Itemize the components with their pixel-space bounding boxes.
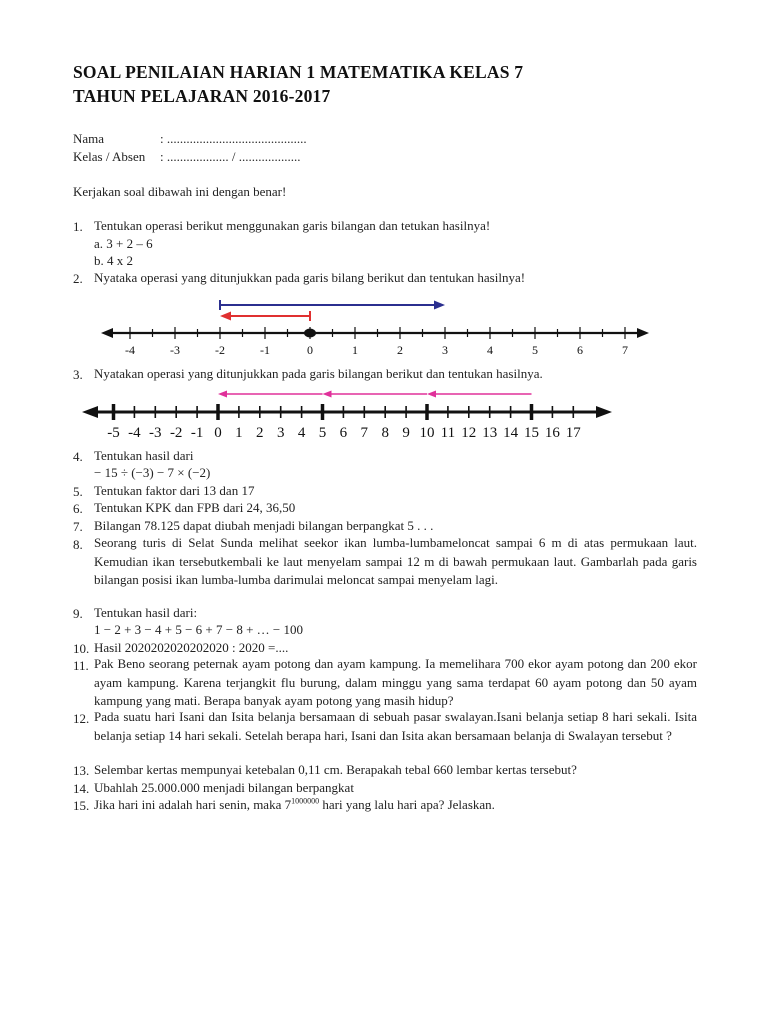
title-line-1: SOAL PENILAIAN HARIAN 1 MATEMATIKA KELAS 7 [73, 62, 524, 82]
question-text: Hasil 2020202020202020 : 2020 =.... [94, 640, 289, 655]
axis-arrow-left [101, 328, 113, 338]
tick-label: -5 [107, 425, 120, 441]
exponent: 1000000 [291, 796, 320, 806]
question-number: 4. [73, 449, 83, 464]
tick-label: 0 [214, 425, 222, 441]
question-number: 12. [73, 711, 90, 726]
tick-label: -1 [260, 343, 270, 357]
name-blank: : ........................................... [160, 131, 307, 146]
question-text-end: hari yang lalu hari apa? Jelaskan. [319, 797, 495, 812]
tick-label: 1 [235, 425, 243, 441]
question-sub-b: b. 4 x 2 [94, 253, 133, 268]
question-number: 10. [73, 641, 90, 656]
question-text: Bilangan 78.125 dapat diubah menjadi bilangan berpangkat 5 . . . [94, 518, 434, 533]
tick-label: 12 [461, 425, 477, 441]
question-text: Tentukan hasil dari [94, 448, 194, 463]
class-label: Kelas / Absen [73, 149, 146, 164]
question-text: Tentukan operasi berikut menggunakan garis bilangan dan tetukan hasilnya! [94, 218, 491, 233]
question-number: 3. [73, 367, 83, 382]
class-blank: : ................... / ................... [160, 149, 301, 164]
question-number: 1. [73, 219, 83, 234]
question-text: Tentukan hasil dari: [94, 605, 198, 620]
question-number: 7. [73, 519, 83, 534]
tick-label: 2 [256, 425, 264, 441]
question-expression: 1 − 2 + 3 − 4 + 5 − 6 + 7 − 8 + … − 100 [94, 622, 303, 637]
question-text: Nyatakan operasi yang ditunjukkan pada garis bilangan berikut dan tentukan hasilnya. [94, 366, 543, 381]
tick-label: 4 [487, 343, 493, 357]
question-text: Seorang turis di Selat Sunda melihat seekor ikan lumba-lumbameloncat sampai 6 m di atas permukaan laut. Kemudian ikan tersebutkembali ke laut menyelam sampai 12 m di bawah permukaan laut. Gambarlah pada garis bilangan posisi ikan lumba-lumba darimulai meloncat sampai menyelam lagi. [94, 535, 697, 588]
question-number: 15. [73, 798, 90, 813]
axis-arrow-left [82, 406, 98, 418]
tick-label: -4 [125, 343, 135, 357]
tick-label: 7 [360, 425, 369, 441]
instruction: Kerjakan soal dibawah ini dengan benar! [73, 184, 287, 199]
tick-label: 16 [544, 425, 560, 441]
question-number: 9. [73, 606, 83, 621]
arrow-head [220, 312, 231, 321]
question-number: 13. [73, 763, 90, 778]
name-label: Nama [73, 131, 105, 146]
question-expression: − 15 ÷ (−3) − 7 × (−2) [94, 465, 211, 480]
tick-label: 1 [352, 343, 358, 357]
tick-label: 0 [307, 343, 313, 357]
tick-label: 14 [503, 425, 519, 441]
tick-label: 5 [318, 425, 327, 441]
question-text: Nyataka operasi yang ditunjukkan pada garis bilang berikut dan tentukan hasilnya! [94, 270, 526, 285]
tick-label: 13 [482, 425, 498, 441]
axis-arrow-right [637, 328, 649, 338]
tick-label: -3 [170, 343, 180, 357]
question-number: 14. [73, 781, 90, 796]
tick-label: 3 [276, 425, 285, 441]
arrow-head [427, 391, 436, 398]
question-text [94, 796, 495, 815]
axis-arrow-right [596, 406, 612, 418]
origin-dot [304, 329, 316, 338]
tick-label: 4 [297, 425, 306, 441]
tick-label: -3 [149, 425, 162, 441]
question-number: 6. [73, 501, 83, 516]
arrow-head [434, 301, 445, 310]
tick-label: 5 [532, 343, 538, 357]
question-text-start: Jika hari ini adalah hari senin, maka 7 [94, 797, 292, 812]
question-text: Tentukan faktor dari 13 dan 17 [94, 483, 255, 498]
question-text: Ubahlah 25.000.000 menjadi bilangan berpangkat [94, 780, 354, 795]
tick-label: 11 [440, 425, 456, 441]
arrow-head [218, 391, 227, 398]
tick-label: 17 [565, 425, 581, 441]
tick-label: 7 [622, 343, 628, 357]
question-number: 11. [73, 658, 89, 673]
tick-label: 2 [397, 343, 403, 357]
tick-label: 3 [442, 343, 448, 357]
tick-label: -1 [190, 425, 204, 441]
tick-label: 8 [381, 425, 389, 441]
question-text: Tentukan KPK dan FPB dari 24, 36,50 [94, 500, 296, 515]
question-text: Selembar kertas mempunyai ketebalan 0,11 cm. Berapakah tebal 660 lembar kertas tersebut? [94, 762, 577, 777]
tick-label: -4 [128, 425, 141, 441]
tick-label: 6 [577, 343, 583, 357]
question-text: Pak Beno seorang peternak ayam potong dan ayam kampung. Ia memelihara 700 ekor ayam potong dan 200 ekor ayam kampung. Karena terjangkit flu burung, dalam minggu yang sama terdapat 60 ayam potong dan 50 ayam kampung yang mati. Berapa banyak ayam potong yang masih hidup? [94, 656, 697, 709]
tick-label: 10 [419, 425, 435, 441]
tick-label: -2 [169, 425, 183, 441]
number-line-1 [95, 290, 655, 365]
number-line-2 [78, 383, 618, 443]
tick-label: 6 [339, 425, 348, 441]
question-text: Pada suatu hari Isani dan Isita belanja bersamaan di sebuah pasar swalayan.Isani belanja setiap 8 hari sekali. Isita belanja setiap 14 hari sekali. Setelah berapa hari, Isani dan Isita akan bersamaan belanja di Swalayan tersebut ? [94, 709, 697, 743]
tick-label: 15 [524, 425, 539, 441]
tick-label: 9 [402, 425, 410, 441]
question-number: 2. [73, 271, 83, 286]
title-line-2: TAHUN PELAJARAN 2016-2017 [73, 86, 331, 106]
question-sub-a: a. 3 + 2 – 6 [94, 236, 153, 251]
arrow-head [323, 391, 332, 398]
tick-label: -2 [215, 343, 225, 357]
question-number: 5. [73, 484, 83, 499]
question-number: 8. [73, 537, 83, 552]
